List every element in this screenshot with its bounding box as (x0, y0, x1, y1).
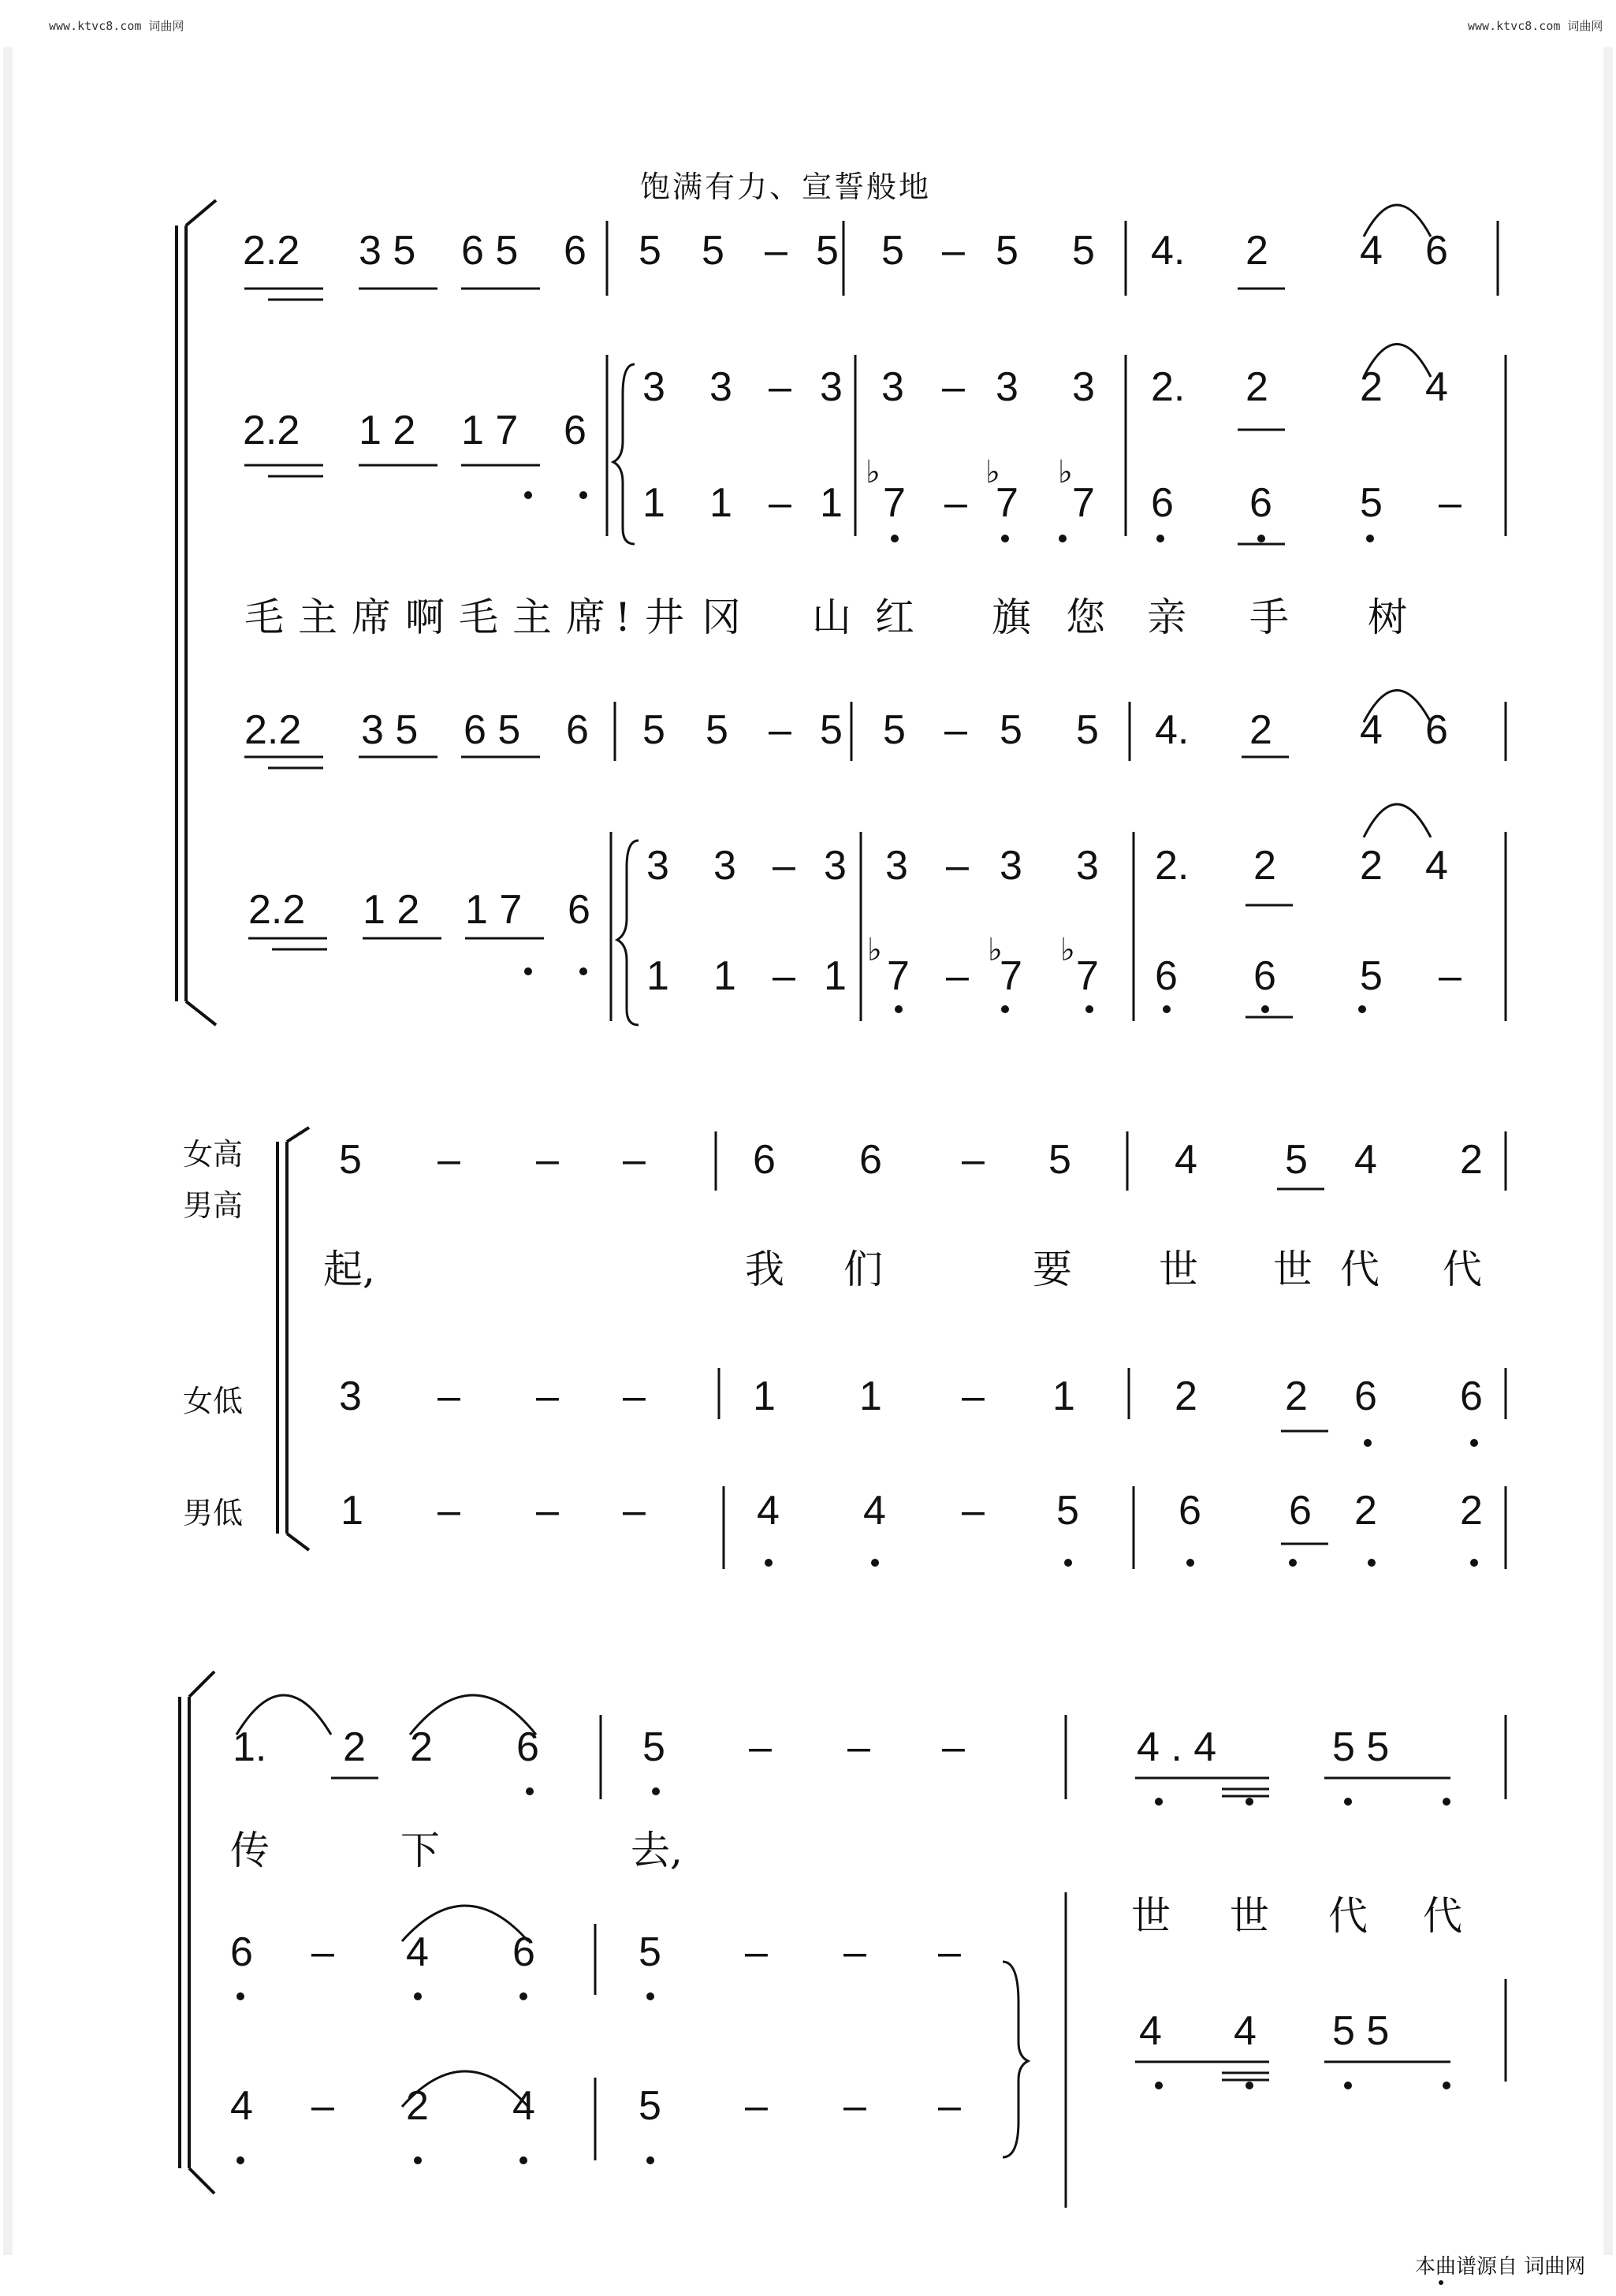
note-s1r2-0: 2.2 (248, 887, 306, 933)
note-s1l2-2: 1 7 (461, 408, 519, 453)
note-s2l1-7: 5 (1048, 1137, 1071, 1183)
note-s1r3-11: – (1439, 953, 1461, 999)
system-2-bracket (277, 1128, 309, 1550)
note-s1r2-9: – (946, 843, 969, 889)
note-s3l2-4: 5 (639, 1929, 661, 1975)
note-s3l2-3: 6 (512, 1929, 535, 1975)
note-s3l3-1: – (311, 2083, 334, 2129)
lyric-s1-0: 毛 (244, 594, 284, 640)
lyric-s2-0: 起, (323, 1247, 375, 1292)
note-s1l1-0: 2.2 (243, 228, 300, 274)
note-s3l2-7: – (938, 1929, 961, 1975)
note-s1r2-6: – (773, 843, 795, 889)
svg-text:♭: ♭ (866, 454, 881, 490)
note-s2l2-7: 1 (1052, 1374, 1075, 1419)
note-s1l2-11: 3 (1072, 364, 1095, 410)
note-s2l2-1: – (438, 1374, 460, 1419)
header-left: www.ktvc8.com 词曲网 (49, 19, 184, 33)
svg-text:♭: ♭ (867, 932, 882, 968)
note-s1r1-14: 4 (1360, 707, 1383, 753)
note-s1l1-13: 2 (1246, 228, 1268, 274)
note-s3l3-2: 2 (406, 2083, 429, 2129)
note-s2l3-5: 4 (863, 1488, 886, 1534)
note-s2l3-11: 2 (1460, 1488, 1483, 1534)
note-s1r3-7: 7 (1076, 953, 1099, 999)
note-s1r1-1: 3 5 (361, 707, 419, 753)
note-s1r1-8: 5 (883, 707, 906, 753)
note-s3l1-3: 6 (516, 1724, 539, 1770)
note-s1l1-5: 5 (702, 228, 724, 274)
lyric-s1-2: 席 (352, 594, 391, 640)
note-s1r3-1: 1 (713, 953, 736, 999)
footer-source: 本曲谱源自 词曲网 (1415, 2255, 1586, 2279)
svg-text:♭: ♭ (1060, 932, 1075, 968)
note-s1r3-2: – (773, 953, 795, 999)
header-right: www.ktvc8.com 词曲网 (1468, 19, 1603, 33)
note-s1r1-13: 2 (1249, 707, 1272, 753)
note-s1r1-3: 6 (566, 707, 589, 753)
note-s1l1-9: – (942, 228, 965, 274)
note-s1l1-11: 5 (1072, 228, 1095, 274)
note-s1r2-3: 6 (568, 887, 590, 933)
note-s1r2-10: 3 (1000, 843, 1022, 889)
note-s1r3-9: 6 (1253, 953, 1276, 999)
note-s2l3-0: 1 (341, 1488, 363, 1534)
note-s1r3-4: 7 (887, 953, 910, 999)
note-s2l2-2: – (536, 1374, 559, 1419)
note-s1l1-12: 4. (1151, 228, 1186, 274)
note-s1l3-11: – (1439, 480, 1461, 526)
note-s3l3-7: – (938, 2083, 961, 2129)
note-s1r2-4: 3 (646, 843, 669, 889)
lyric-s1-13: 您 (1066, 594, 1105, 640)
note-s1r3-6: 7 (1000, 953, 1022, 999)
part-label-alto: 女低 (183, 1384, 244, 1418)
note-s2l3-6: – (962, 1488, 985, 1534)
note-s2l3-9: 6 (1289, 1488, 1312, 1534)
note-s1l2-8: 3 (881, 364, 904, 410)
note-s1l2-13: 2 (1246, 364, 1268, 410)
lyric-s3-0: 传 (230, 1828, 270, 1873)
note-s1r3-3: 1 (824, 953, 847, 999)
note-s2l2-3: – (623, 1374, 646, 1419)
beam-lines (244, 289, 1450, 2080)
note-s2l1-3: – (623, 1137, 646, 1183)
note-s1r2-1: 1 2 (363, 887, 420, 933)
lyric-s1-3: 啊 (405, 594, 445, 640)
system-1-bracket (177, 200, 216, 1025)
note-s2l3-10: 2 (1354, 1488, 1377, 1534)
note-s3l1-4: 5 (642, 1724, 665, 1770)
note-s1r1-6: – (769, 707, 791, 753)
note-s1l1-1: 3 5 (359, 228, 416, 274)
note-s3l2-1: – (311, 1929, 334, 1975)
lyric-s1-12: 旗 (992, 594, 1031, 640)
note-s3l1-0: 1. (233, 1724, 267, 1770)
note-s1l2-6: – (769, 364, 791, 410)
note-s1r2-11: 3 (1076, 843, 1099, 889)
note-s1l1-2: 6 5 (461, 228, 519, 274)
lyric-s3-2: 去, (631, 1828, 683, 1873)
lyric-s1-10: 山 (812, 594, 851, 640)
note-s1r3-5: – (946, 953, 969, 999)
note-s3l3-6: – (843, 2083, 866, 2129)
note-s2l3-8: 6 (1178, 1488, 1201, 1534)
note-s2l2-8: 2 (1175, 1374, 1197, 1419)
note-s2l1-8: 4 (1175, 1137, 1197, 1183)
lyric-s3b-1: 世 (1230, 1893, 1269, 1939)
tempo-mark: 饱满有力、宣誓般地 (640, 170, 932, 204)
note-s1r2-15: 4 (1425, 843, 1448, 889)
note-s1l3-10: 5 (1360, 480, 1383, 526)
lyric-s3b-3: 代 (1423, 1893, 1462, 1939)
note-s2l2-4: 1 (753, 1374, 776, 1419)
note-s1l2-10: 3 (996, 364, 1018, 410)
note-s2l2-6: – (962, 1374, 985, 1419)
note-s3l2-0: 6 (230, 1929, 253, 1975)
lyric-s2-1: 我 (745, 1247, 784, 1292)
note-s3l3-4: 5 (639, 2083, 661, 2129)
note-s3l1-1: 2 (343, 1724, 366, 1770)
note-s2l2-10: 6 (1354, 1374, 1377, 1419)
note-s2l1-1: – (438, 1137, 460, 1183)
note-s1l3-5: – (944, 480, 967, 526)
part-label-bass: 男低 (183, 1496, 244, 1530)
note-s1r2-7: 3 (824, 843, 847, 889)
note-s2l3-4: 4 (757, 1488, 780, 1534)
note-s1r3-10: 5 (1360, 953, 1383, 999)
lyric-s1-9: 冈 (702, 594, 741, 640)
note-s3l2b-2: 5 5 (1332, 2008, 1390, 2054)
note-s2l1-10: 4 (1354, 1137, 1377, 1183)
note-s2l3-7: 5 (1056, 1488, 1079, 1534)
note-s1r1-7: 5 (820, 707, 843, 753)
lyric-s2-6: 代 (1340, 1247, 1380, 1292)
note-s1l1-4: 5 (639, 228, 661, 274)
lyric-s1-11: 红 (875, 594, 914, 640)
note-s1r1-10: 5 (1000, 707, 1022, 753)
note-s1l1-8: 5 (881, 228, 904, 274)
note-s1r1-2: 6 5 (464, 707, 521, 753)
note-s2l1-4: 6 (753, 1137, 776, 1183)
note-s3l1-7: – (942, 1724, 965, 1770)
note-s1l3-2: – (769, 480, 791, 526)
note-s1l2-14: 2 (1360, 364, 1383, 410)
lyric-s1-7: ! (615, 594, 631, 640)
note-s1l3-3: 1 (820, 480, 843, 526)
note-s1l3-4: 7 (883, 480, 906, 526)
note-s1l3-9: 6 (1249, 480, 1272, 526)
note-s1l1-6: – (765, 228, 788, 274)
note-s1r1-4: 5 (642, 707, 665, 753)
note-s3l1b-0: 4 . 4 (1137, 1724, 1217, 1770)
system-3-bracket (180, 1672, 214, 2194)
note-s1l3-1: 1 (709, 480, 732, 526)
note-s1l3-8: 6 (1151, 480, 1174, 526)
note-s2l2-11: 6 (1460, 1374, 1483, 1419)
note-s1l2-1: 1 2 (359, 408, 416, 453)
note-s1l1-10: 5 (996, 228, 1018, 274)
note-s1l2-9: – (942, 364, 965, 410)
note-s1l3-0: 1 (642, 480, 665, 526)
note-s3l2-6: – (843, 1929, 866, 1975)
note-s3l1-2: 2 (410, 1724, 433, 1770)
note-s1l3-7: 7 (1072, 480, 1095, 526)
note-s1l2-4: 3 (642, 364, 665, 410)
note-s2l1-6: – (962, 1137, 985, 1183)
svg-text:♭: ♭ (985, 454, 1000, 490)
note-s2l1-11: 2 (1460, 1137, 1483, 1183)
note-s1r1-15: 6 (1425, 707, 1448, 753)
note-s1r2-5: 3 (713, 843, 736, 889)
note-s1l1-14: 4 (1360, 228, 1383, 274)
note-s2l3-3: – (623, 1488, 646, 1534)
note-s1r1-11: 5 (1076, 707, 1099, 753)
lyric-s1-8: 井 (645, 594, 684, 640)
lyric-s2-4: 世 (1159, 1247, 1198, 1292)
note-s3l3-5: – (745, 2083, 768, 2129)
note-s1r3-0: 1 (646, 953, 669, 999)
lyric-s1-5: 主 (512, 594, 552, 640)
note-s3l3-3: 4 (512, 2083, 535, 2129)
part-label-tenor: 男高 (183, 1188, 244, 1223)
note-s1l2-5: 3 (709, 364, 732, 410)
note-s1l2-3: 6 (564, 408, 586, 453)
lyric-s3b-0: 世 (1131, 1893, 1171, 1939)
lyric-s2-2: 们 (843, 1247, 883, 1292)
note-s3l2b-0: 4 (1139, 2008, 1162, 2054)
note-s3l1-6: – (847, 1724, 870, 1770)
note-s2l2-9: 2 (1285, 1374, 1308, 1419)
lyric-s1-14: 亲 (1147, 594, 1186, 640)
note-s1r2-12: 2. (1155, 843, 1190, 889)
lyric-s2-7: 代 (1443, 1247, 1482, 1292)
note-s2l1-2: – (536, 1137, 559, 1183)
note-s3l2-5: – (745, 1929, 768, 1975)
note-s2l2-0: 3 (339, 1374, 362, 1419)
note-s1l1-15: 6 (1425, 228, 1448, 274)
note-s3l2-2: 4 (406, 1929, 429, 1975)
note-s2l1-9: 5 (1285, 1137, 1308, 1183)
svg-text:♭: ♭ (1058, 454, 1073, 490)
note-s2l3-1: – (438, 1488, 460, 1534)
note-s1r2-13: 2 (1253, 843, 1276, 889)
note-s1l1-3: 6 (564, 228, 586, 274)
note-s2l2-5: 1 (859, 1374, 882, 1419)
note-s1r2-14: 2 (1360, 843, 1383, 889)
part-label-soprano: 女高 (183, 1137, 244, 1172)
lyric-s2-5: 世 (1273, 1247, 1313, 1292)
note-s1r1-5: 5 (706, 707, 728, 753)
note-s1l1-7: 5 (816, 228, 839, 274)
note-s3l2b-1: 4 (1234, 2008, 1257, 2054)
note-s2l3-2: – (536, 1488, 559, 1534)
lyric-s1-4: 毛 (459, 594, 498, 640)
note-s1l2-7: 3 (820, 364, 843, 410)
svg-text:♭: ♭ (988, 932, 1003, 968)
note-s1l3-6: 7 (996, 480, 1018, 526)
note-s1r1-9: – (944, 707, 967, 753)
lyric-s3b-2: 代 (1328, 1893, 1368, 1939)
lyric-s1-15: 手 (1249, 594, 1289, 640)
note-s1r2-2: 1 7 (465, 887, 523, 933)
note-s1r2-8: 3 (885, 843, 908, 889)
note-s3l1b-1: 5 5 (1332, 1724, 1390, 1770)
note-s1l2-15: 4 (1425, 364, 1448, 410)
lyric-s1-1: 主 (298, 594, 337, 640)
note-s1l2-0: 2.2 (243, 408, 300, 453)
note-s2l1-0: 5 (339, 1137, 362, 1183)
lyric-s1-16: 树 (1368, 594, 1407, 640)
note-s1r1-0: 2.2 (244, 707, 302, 753)
note-s1r1-12: 4. (1155, 707, 1190, 753)
lyric-s1-6: 席 (566, 594, 605, 640)
note-s1r3-8: 6 (1155, 953, 1178, 999)
note-s1l2-12: 2. (1151, 364, 1186, 410)
note-s3l3-0: 4 (230, 2083, 253, 2129)
lyric-s3-1: 下 (400, 1828, 440, 1873)
lyric-s2-3: 要 (1033, 1247, 1072, 1292)
note-s2l1-5: 6 (859, 1137, 882, 1183)
note-s3l1-5: – (749, 1724, 772, 1770)
